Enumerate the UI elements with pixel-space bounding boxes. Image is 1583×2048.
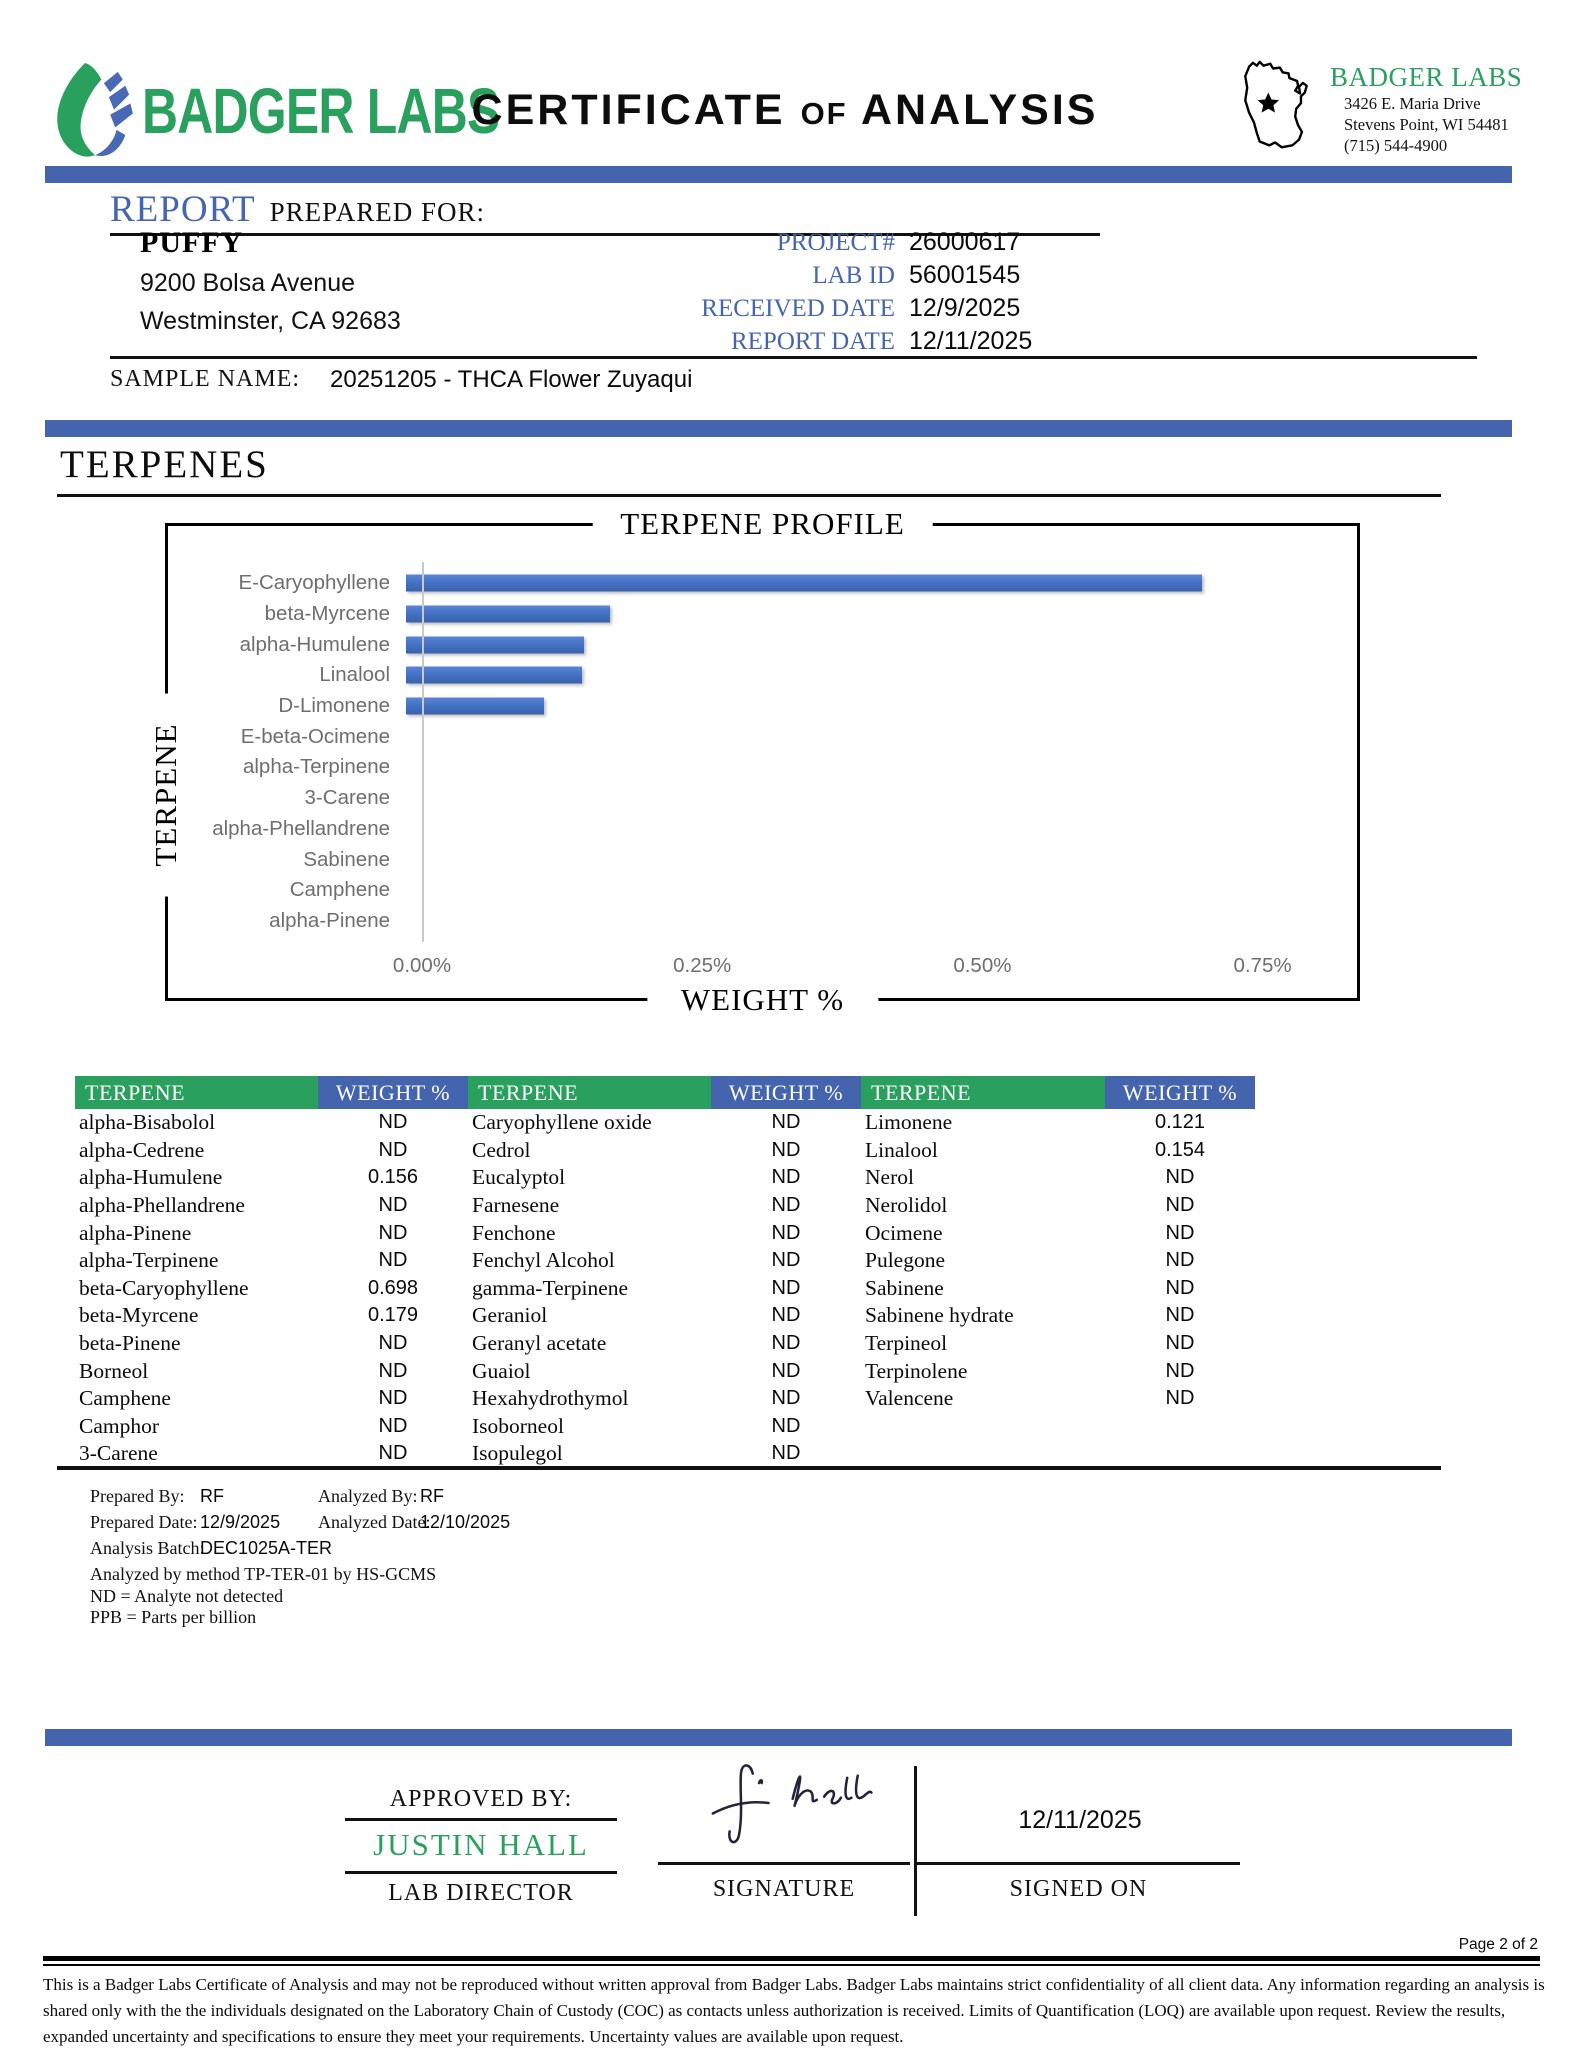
terpene-value-cell: ND xyxy=(771,1111,801,1134)
report-heading xyxy=(110,188,485,231)
signed-on-date: 12/11/2025 xyxy=(1018,1806,1142,1834)
chart-row xyxy=(182,844,1341,875)
report-date-value: 12/11/2025 xyxy=(909,327,1033,355)
terpene-name-cell: 3-Carene xyxy=(79,1441,158,1466)
chart-bar-track xyxy=(406,906,1341,937)
terpene-value-cell: ND xyxy=(771,1166,801,1189)
chart-bar-track xyxy=(406,660,1341,691)
signature-rule xyxy=(658,1862,910,1865)
terpene-name-cell: alpha-Terpinene xyxy=(79,1248,219,1273)
terpene-value-cell: ND xyxy=(771,1359,801,1382)
col-header-terpene-3: TERPENE xyxy=(861,1076,1105,1109)
chart-row xyxy=(182,568,1341,599)
table-row xyxy=(75,1302,1255,1330)
terpene-chart-rows xyxy=(182,568,1341,936)
sample-name-label: SAMPLE NAME: xyxy=(110,366,301,392)
terpene-value-cell: ND xyxy=(771,1194,801,1217)
footer-rule-thin xyxy=(43,1964,1540,1966)
terpene-name-cell: gamma-Terpinene xyxy=(472,1275,629,1300)
chart-category-label: E-Caryophyllene xyxy=(238,571,390,595)
terpene-name-cell: Terpineol xyxy=(865,1331,948,1356)
terpene-value-cell: ND xyxy=(1165,1221,1195,1244)
chart-row xyxy=(182,691,1341,722)
terpene-name-cell: alpha-Pinene xyxy=(79,1220,192,1245)
chart-bar-track xyxy=(406,691,1341,722)
client-name: PUFFY xyxy=(140,226,244,259)
table-row xyxy=(75,1109,1255,1137)
table-row xyxy=(75,1247,1255,1275)
terpene-value-cell: ND xyxy=(771,1249,801,1272)
approved-by-block xyxy=(345,1786,617,1907)
terpene-value-cell: ND xyxy=(771,1442,801,1465)
analyzed-by-value: RF xyxy=(420,1486,444,1506)
project-value: 26000617 xyxy=(909,228,1021,256)
method-note: Analyzed by method TP-TER-01 by HS-GCMS xyxy=(90,1564,437,1584)
table-row xyxy=(75,1357,1255,1385)
terpene-value-cell: ND xyxy=(771,1138,801,1161)
terpene-value-cell: ND xyxy=(378,1442,408,1465)
terpene-name-cell: beta-Myrcene xyxy=(79,1303,199,1328)
terpene-name-cell: Pulegone xyxy=(865,1248,946,1273)
terpene-name-cell: Camphor xyxy=(79,1413,160,1438)
terpene-value-cell: ND xyxy=(378,1249,408,1272)
terpene-value-cell xyxy=(1105,1440,1255,1468)
terpene-value-cell xyxy=(1105,1413,1255,1441)
terpene-name-cell: beta-Pinene xyxy=(79,1331,181,1356)
lab-phone: (715) 544-4900 xyxy=(1344,136,1448,155)
chart-bar-track xyxy=(406,844,1341,875)
chart-plot-area xyxy=(168,526,1357,998)
chart-bar xyxy=(406,636,584,653)
terpene-value-cell: ND xyxy=(378,1414,408,1437)
signed-on-rule xyxy=(917,1862,1240,1865)
terpene-name-cell: alpha-Bisabolol xyxy=(79,1110,216,1135)
terpene-name-cell: Sabinene xyxy=(865,1275,944,1300)
chart-category-label: Linalool xyxy=(319,663,390,687)
table-header-row xyxy=(75,1076,1255,1109)
chart-y-axis-label: TERPENE xyxy=(148,694,184,897)
chart-bar xyxy=(406,698,544,715)
ppb-note: PPB = Parts per billion xyxy=(90,1607,257,1627)
table-row xyxy=(75,1275,1255,1303)
terpene-value-cell: ND xyxy=(771,1332,801,1355)
chart-category-label: E-beta-Ocimene xyxy=(240,724,390,748)
terpene-name-cell: Nerol xyxy=(865,1165,914,1190)
chart-axis-line xyxy=(422,562,424,942)
col-header-terpene-1: TERPENE xyxy=(75,1076,318,1109)
divider-bar-top xyxy=(45,166,1512,183)
chart-bar-track xyxy=(406,568,1341,599)
analysis-batch-value: DEC1025A-TER xyxy=(200,1538,333,1558)
meta-row-project xyxy=(620,228,1032,261)
chart-category-label: alpha-Pinene xyxy=(269,908,390,932)
terpene-value-cell: ND xyxy=(1165,1332,1195,1355)
lab-address-line1: 3426 E. Maria Drive xyxy=(1344,94,1481,113)
meta-row-received xyxy=(620,294,1032,327)
chart-category-label: D-Limonene xyxy=(278,694,390,718)
terpene-name-cell: Camphene xyxy=(79,1386,171,1411)
terpene-value-cell: ND xyxy=(378,1359,408,1382)
col-header-weight-2: WEIGHT % xyxy=(711,1076,861,1109)
terpene-name-cell: Eucalyptol xyxy=(472,1165,566,1190)
terpene-profile-chart xyxy=(148,506,1360,1017)
terpene-value-cell: ND xyxy=(378,1111,408,1134)
page-title: CERTIFICATE OF ANALYSIS xyxy=(471,86,1099,134)
divider-bar-middle xyxy=(45,420,1512,437)
client-address-line2: Westminster, CA 92683 xyxy=(140,307,401,335)
terpene-name-cell: Nerolidol xyxy=(865,1193,948,1218)
terpene-value-cell: ND xyxy=(378,1221,408,1244)
chart-bar xyxy=(406,606,610,623)
logo-wordmark: BADGER LABS xyxy=(142,75,500,147)
terpene-name-cell: Geraniol xyxy=(472,1303,548,1328)
terpene-name-cell: Hexahydrothymol xyxy=(472,1386,629,1411)
col-header-terpene-2: TERPENE xyxy=(468,1076,711,1109)
terpene-name-cell: Borneol xyxy=(79,1358,149,1383)
chart-bar xyxy=(406,575,1202,592)
terpene-name-cell: Cedrol xyxy=(472,1137,531,1162)
chart-category-label: Camphene xyxy=(289,878,390,902)
lab-name: BADGER LABS xyxy=(1330,62,1523,92)
chart-row xyxy=(182,875,1341,906)
chart-category-label: alpha-Phellandrene xyxy=(212,816,390,840)
terpene-value-cell: ND xyxy=(1165,1249,1195,1272)
divider-bar-bottom xyxy=(45,1729,1512,1746)
client-address-line1: 9200 Bolsa Avenue xyxy=(140,269,356,297)
chart-row xyxy=(182,906,1341,937)
report-heading-rest: PREPARED FOR: xyxy=(269,197,485,227)
chart-category-label: alpha-Humulene xyxy=(239,632,390,656)
wisconsin-map-icon xyxy=(1228,50,1324,162)
terpene-name-cell: Limonene xyxy=(865,1110,953,1135)
terpene-value-cell: ND xyxy=(771,1387,801,1410)
table-row xyxy=(75,1192,1255,1220)
terpene-value-cell: ND xyxy=(378,1194,408,1217)
chart-bar-track xyxy=(406,599,1341,630)
sample-rule xyxy=(110,356,1477,359)
chart-row xyxy=(182,721,1341,752)
section-title-terpenes: TERPENES xyxy=(60,443,269,486)
terpene-value-cell: 0.698 xyxy=(367,1276,419,1299)
section-rule xyxy=(57,494,1441,497)
chart-bar-track xyxy=(406,814,1341,845)
terpene-value-cell: 0.179 xyxy=(367,1304,419,1327)
x-tick-label: 0.50% xyxy=(953,954,1012,977)
terpene-value-cell: ND xyxy=(1165,1304,1195,1327)
footer-rule-thick xyxy=(43,1956,1540,1961)
x-tick-label: 0.25% xyxy=(673,954,732,977)
table-row xyxy=(75,1413,1255,1441)
table-row xyxy=(75,1164,1255,1192)
terpene-value-cell: ND xyxy=(378,1332,408,1355)
terpene-name-cell: Caryophyllene oxide xyxy=(472,1110,652,1135)
badger-labs-leaf-icon xyxy=(42,58,138,164)
chart-category-label: 3-Carene xyxy=(304,786,390,810)
chart-row xyxy=(182,814,1341,845)
terpene-value-cell: ND xyxy=(1165,1194,1195,1217)
terpene-name-cell: Geranyl acetate xyxy=(472,1331,607,1356)
col-header-weight-1: WEIGHT % xyxy=(318,1076,468,1109)
terpene-name-cell: Isopulegol xyxy=(472,1441,563,1466)
chart-x-ticks xyxy=(392,954,1341,982)
chart-bar-track xyxy=(406,752,1341,783)
terpene-value-cell: ND xyxy=(378,1387,408,1410)
signed-on-label: SIGNED ON xyxy=(1009,1876,1148,1902)
analyzed-by-label: Analyzed By: xyxy=(318,1486,418,1506)
chart-category-label: alpha-Terpinene xyxy=(242,755,390,779)
terpene-value-cell: ND xyxy=(1165,1387,1195,1410)
report-meta xyxy=(620,228,1032,360)
terpene-value-cell: ND xyxy=(1165,1166,1195,1189)
report-date-label: REPORT DATE xyxy=(730,328,895,355)
chart-bar-track xyxy=(406,629,1341,660)
approver-name: JUSTIN HALL xyxy=(373,1827,589,1862)
chart-bar-track xyxy=(406,875,1341,906)
table-row xyxy=(75,1385,1255,1413)
terpene-value-cell: ND xyxy=(771,1304,801,1327)
nd-note: ND = Analyte not detected xyxy=(90,1586,284,1606)
page-number: Page 2 of 2 xyxy=(1458,1936,1538,1953)
chart-category-label: Sabinene xyxy=(303,847,390,871)
received-date-label: RECEIVED DATE xyxy=(701,295,895,322)
terpene-name-cell: Ocimene xyxy=(865,1220,943,1245)
report-heading-blue: REPORT xyxy=(110,189,256,230)
terpene-name-cell: Terpinolene xyxy=(865,1358,968,1383)
project-label: PROJECT# xyxy=(776,229,895,256)
col-header-weight-3: WEIGHT % xyxy=(1105,1076,1255,1109)
terpene-name-cell: alpha-Humulene xyxy=(79,1165,223,1190)
labid-label: LAB ID xyxy=(812,262,895,289)
terpene-name-cell xyxy=(861,1440,1105,1468)
chart-row xyxy=(182,752,1341,783)
table-row xyxy=(75,1440,1255,1468)
terpene-value-cell: 0.121 xyxy=(1154,1111,1206,1134)
terpene-value-cell: ND xyxy=(771,1221,801,1244)
chart-row xyxy=(182,660,1341,691)
lab-address-block xyxy=(1228,50,1522,162)
chart-category-label: beta-Myrcene xyxy=(264,602,390,626)
signature-label: SIGNATURE xyxy=(712,1876,856,1902)
terpene-name-cell: Farnesene xyxy=(472,1193,560,1218)
terpene-name-cell: Sabinene hydrate xyxy=(865,1303,1014,1328)
terpene-name-cell: Isoborneol xyxy=(472,1413,564,1438)
chart-row xyxy=(182,783,1341,814)
analyzed-date-value: 12/10/2025 xyxy=(420,1512,511,1532)
terpene-name-cell: Fenchone xyxy=(472,1220,556,1245)
prepared-date-label: Prepared Date: xyxy=(90,1512,198,1532)
client-block xyxy=(140,226,401,336)
signature-image xyxy=(695,1748,905,1858)
terpene-value-cell: ND xyxy=(771,1276,801,1299)
chart-row xyxy=(182,629,1341,660)
x-tick-label: 0.00% xyxy=(392,954,452,977)
terpene-name-cell: beta-Caryophyllene xyxy=(79,1275,249,1300)
prepared-by-value: RF xyxy=(200,1486,224,1506)
chart-bar-track xyxy=(406,721,1341,752)
approved-rule-bottom xyxy=(345,1871,617,1874)
approver-title: LAB DIRECTOR xyxy=(388,1880,574,1906)
disclaimer-text: This is a Badger Labs Certificate of Analysis and may not be reproduced without written approval from Badger Labs. Badger Labs maintains strict confidentiality of all client data. Any information regarding an analysis is shared only with the the individuals designated on the Laboratory Chain of Custody (COC) as contacts unless authorization is received. Limits of Quantification (LOQ) are available upon request. Review the results, expanded uncertainty and specifications to ensure they meet your requirements. Uncertainty values are available upon request. xyxy=(43,1975,1545,2046)
approved-rule-top xyxy=(345,1818,617,1821)
labid-value: 56001545 xyxy=(909,261,1021,289)
prepared-date-value: 12/9/2025 xyxy=(200,1512,281,1532)
approved-by-label: APPROVED BY: xyxy=(389,1786,573,1812)
terpene-name-cell: Guaiol xyxy=(472,1358,531,1383)
terpene-name-cell: alpha-Phellandrene xyxy=(79,1193,245,1218)
prepared-by-label: Prepared By: xyxy=(90,1486,185,1506)
terpene-name-cell: Valencene xyxy=(865,1386,954,1411)
terpene-value-cell: 0.154 xyxy=(1154,1138,1206,1161)
terpene-name-cell xyxy=(861,1413,1105,1441)
table-row xyxy=(75,1330,1255,1358)
lab-address-line2: Stevens Point, WI 54481 xyxy=(1344,115,1509,134)
table-bottom-rule xyxy=(57,1466,1441,1470)
terpene-value-cell: ND xyxy=(1165,1359,1195,1382)
received-date-value: 12/9/2025 xyxy=(909,294,1021,322)
chart-x-axis-label: WEIGHT % xyxy=(647,982,878,1018)
meta-row-labid xyxy=(620,261,1032,294)
chart-bar xyxy=(406,667,582,684)
x-tick-label: 0.75% xyxy=(1233,954,1292,977)
chart-bar-track xyxy=(406,783,1341,814)
terpene-results-table xyxy=(75,1076,1255,1468)
table-row xyxy=(75,1219,1255,1247)
analysis-batch-label: Analysis Batch: xyxy=(90,1538,205,1558)
terpene-name-cell: Fenchyl Alcohol xyxy=(472,1248,615,1273)
terpene-name-cell: Linalool xyxy=(865,1137,938,1162)
terpene-value-cell: ND xyxy=(378,1138,408,1161)
table-row xyxy=(75,1137,1255,1165)
sample-name-value: 20251205 - THCA Flower Zuyaqui xyxy=(330,366,693,393)
terpene-name-cell: alpha-Cedrene xyxy=(79,1137,205,1162)
terpene-value-cell: ND xyxy=(1165,1276,1195,1299)
analyzed-date-label: Analyzed Date: xyxy=(318,1512,431,1532)
chart-row xyxy=(182,599,1341,630)
terpene-value-cell: ND xyxy=(771,1414,801,1437)
terpene-value-cell: 0.156 xyxy=(367,1166,419,1189)
chart-title: TERPENE PROFILE xyxy=(592,506,933,542)
